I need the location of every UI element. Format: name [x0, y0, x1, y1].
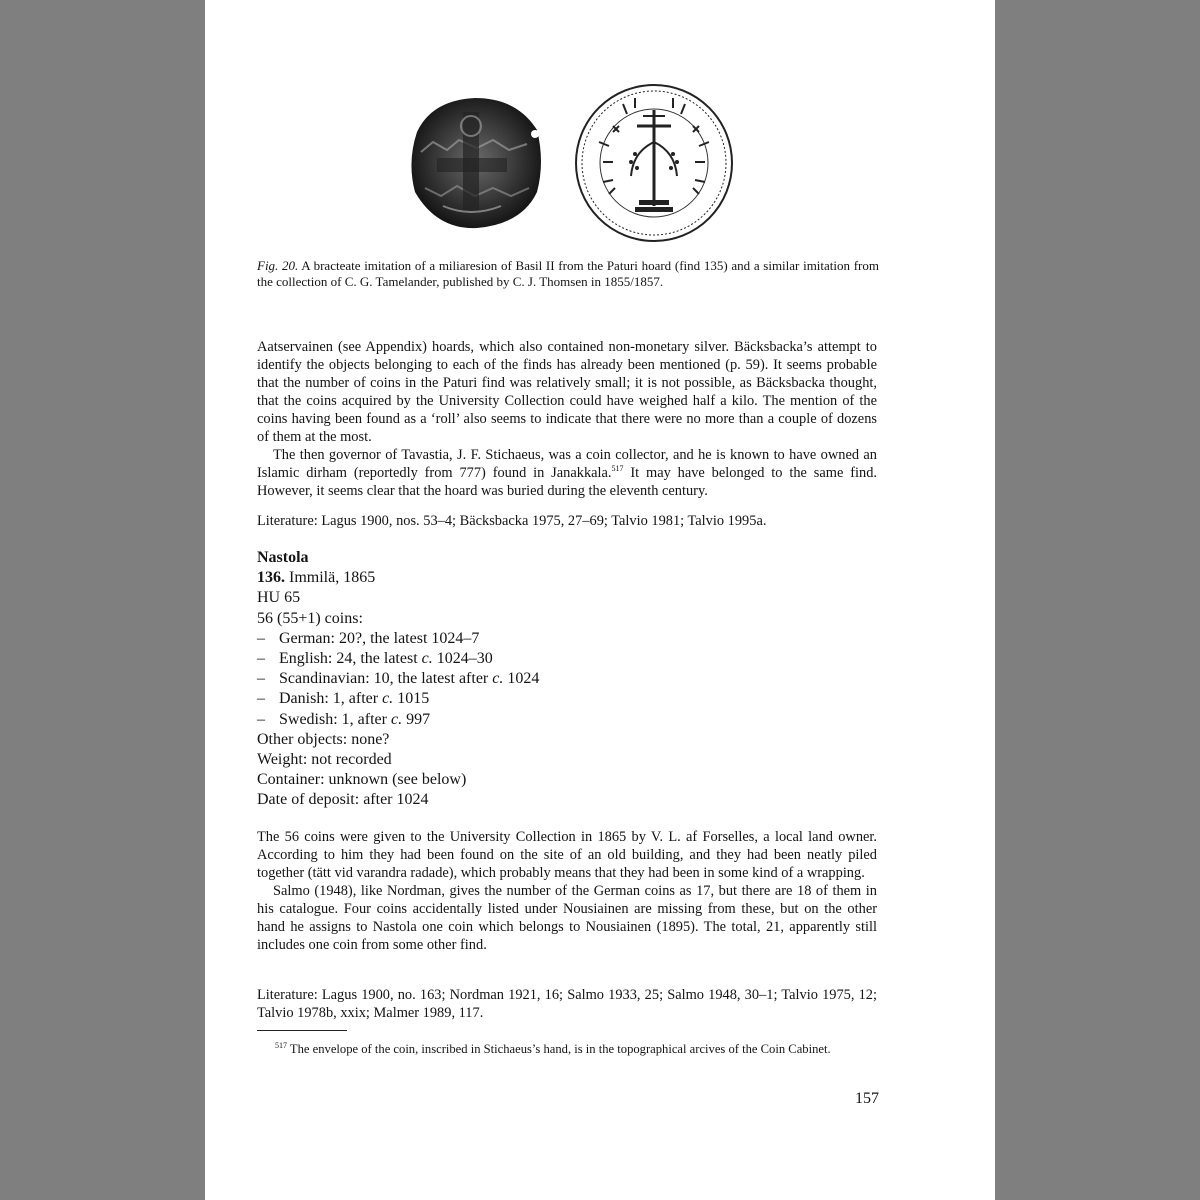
coin-figure — [397, 82, 747, 247]
paturi-paragraph-2-b: It may have belonged to the same find. However, it seems clear that the hoard was buried during the eleventh century. — [257, 465, 877, 499]
figure-caption-text: A bracteate imitation of a miliaresion of Basil II from the Paturi hoard (find 135) and a similar imitation from the collection of C. G. Tamelander, published by C. J. Thomsen in 1855/1857. — [257, 258, 879, 289]
nastola-literature: Literature: Lagus 1900, no. 163; Nordman 1921, 16; Salmo 1933, 25; Salmo 1948, 30–1; Talvio 1975, 12; Talvio 1978b, xxix; Malmer 1989, 117. — [257, 987, 877, 1021]
find-number: 136. — [257, 569, 285, 587]
footnote-text: The envelope of the coin, inscribed in Stichaeus’s hand, is in the topographical arcives of the Coin Cabinet. — [289, 1042, 831, 1056]
page-number: 157 — [855, 1090, 879, 1107]
container: Container: unknown (see below) — [257, 771, 467, 789]
other-objects: Other objects: none? — [257, 730, 390, 748]
nastola-paragraph-2: Salmo (1948), like Nordman, gives the number of the German coins as 17, but there are 18 of them in his catalogue. Four coins accidentally listed under Nousiainen are missing from these, but on the other hand he assigns to Nastola one coin which belongs to Nousiainen (1895). The total, 21, apparently still includes one coin from some other find. — [257, 883, 877, 953]
coin-item: – English: 24, the latest c. 1024–30 — [257, 650, 493, 668]
weight: Weight: not recorded — [257, 751, 392, 769]
section-heading: Nastola — [257, 549, 309, 566]
coin-item: – Swedish: 1, after c. 997 — [257, 710, 431, 728]
nastola-text — [257, 828, 877, 954]
coin-item: – German: 20?, the latest 1024–7 — [257, 629, 480, 647]
figure-caption — [257, 258, 879, 290]
footnote-ref-517[interactable]: 517 — [611, 464, 624, 474]
tamelander-coin-drawing — [573, 82, 735, 244]
coin-item: – Scandinavian: 10, the latest after c. 1024 — [257, 670, 540, 688]
nastola-find-entry — [257, 548, 857, 811]
paturi-literature: Literature: Lagus 1900, nos. 53–4; Bäcksbacka 1975, 27–69; Talvio 1981; Talvio 1995a. — [257, 513, 767, 529]
paturi-text — [257, 338, 877, 500]
date-of-deposit: Date of deposit: after 1024 — [257, 791, 429, 809]
footnote-number: 517 — [275, 1040, 287, 1050]
find-name: Immilä, 1865 — [285, 569, 376, 587]
catalogue-number: HU 65 — [257, 589, 301, 607]
paturi-paragraph-1: Aatservainen (see Appendix) hoards, which also contained non-monetary silver. Bäcksbacka’s attempt to identify the objects belonging to each of the finds has already been mentioned (p. 59). It seems probable that the number of coins in the Paturi find was relatively small; it is not possible, as Bäcksbacka thought, that the coins acquired by the University Collection could have weighed half a kilo. The mention of the coins having been found as a ‘roll’ also seems to indicate that there were no more than a couple of dozens of them at the most. — [257, 339, 877, 445]
book-page — [205, 0, 995, 1200]
footnote — [257, 1041, 877, 1057]
figure-label: Fig. 20. — [257, 258, 299, 273]
footnote-divider — [257, 1030, 347, 1031]
find-title — [257, 568, 857, 588]
bracteate-coin-photo — [397, 92, 547, 232]
coin-count: 56 (55+1) coins: — [257, 609, 363, 627]
coin-item: – Danish: 1, after c. 1015 — [257, 690, 430, 708]
paturi-paragraph-2-a: The then governor of Tavastia, J. F. Stichaeus, was a coin collector, and he is known to have owned an Islamic dirham (reportedly from 777) found in Janakkala. — [257, 447, 877, 481]
nastola-paragraph-1: The 56 coins were given to the University Collection in 1865 by V. L. af Forselles, a local land owner. According to him they had been found on the site of an old building, and they had been neatly piled together (tätt vid varandra radade), which probably means that they had been in some kind of a wrapping. — [257, 829, 877, 881]
paturi-paragraph-2 — [257, 446, 877, 500]
